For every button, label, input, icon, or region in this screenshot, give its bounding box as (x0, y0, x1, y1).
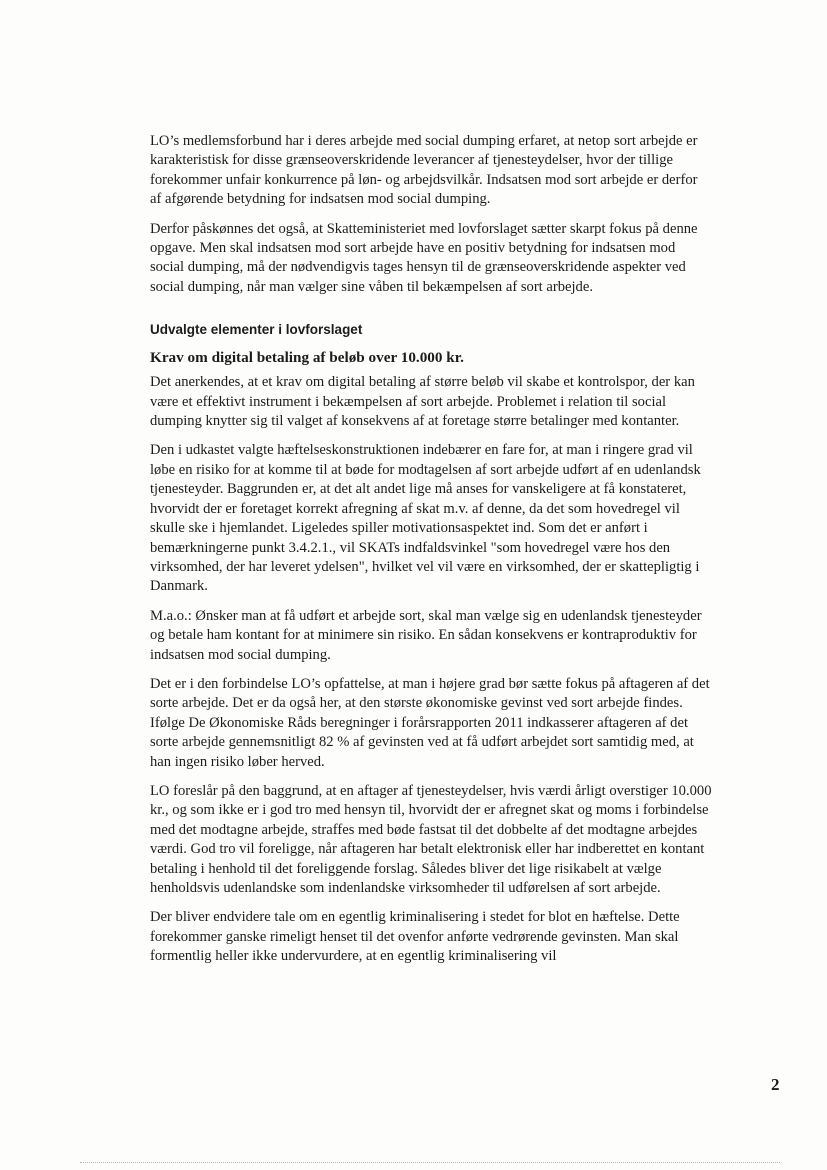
paragraph-body-3: M.a.o.: Ønsker man at få udført et arbejde sort, skal man vælge sig en udenlandsk tjenesteyder og betale ham kontant for at minimere sin risiko. En sådan konsekvens er kontraproduktiv for indsatsen mod social dumping. (150, 607, 702, 663)
paragraph-body-2: Den i udkastet valgte hæftelseskonstruktionen indebærer en fare for, at man i ringere grad vil løbe en risiko for at komme til at bøde for modtagelsen af sort arbejde udført af en udenlandsk tjenesteyder. Baggrunden er, at det alt andet lige må anses for vanskeligere at få konstateret, hvorvidt der er foretaget korrekt afregning af skat m.v. af denne, da det som hovedregel vil skulle ske i hjemlandet. Ligeledes spiller motivationsaspektet ind. Som det er anført i bemærkningerne punkt 3.4.2.1., vil SKATs indfaldsvinkel "som hovedregel være hos den virksomhed, der har leveret ydelsen", hvilket vel vil være en virksomhed, der er skattepligtig i Danmark. (150, 442, 701, 595)
paragraph-intro-2: Derfor påskønnes det også, at Skatteministeriet med lovforslaget sætter skarpt fokus på denne opgave. Men skal indsatsen mod sort arbejde have en positiv betydning for indsatsen mod social dumping, må der nødvendigvis tages hensyn til de grænseoverskridende aspekter ved social dumping, når man vælger sine våben til bekæmpelsen af sort arbejde. (150, 220, 698, 295)
paragraph-intro-1: LO’s medlemsforbund har i deres arbejde med social dumping erfaret, at netop sort arbejde er karakteristisk for disse grænseoverskridende leverancer af tjenesteydelser, hvor der tillige forekommer unfair konkurrence på løn- og arbejdsvilkår. Indsatsen mod sort arbejde er derfor af afgørende betydning for indsatsen mod social dumping. (150, 133, 698, 208)
paragraph-body-5: LO foreslår på den baggrund, at en aftager af tjenesteydelser, hvis værdi årligt overstiger 10.000 kr., og som ikke er i god tro med hensyn til, hvorvidt der er afregnet skat og moms i forbindelse med det modtagne arbejde, straffes med bøde fastsat til det dobbelte af det modtagne arbejdes værdi. God tro vil foreligge, når aftageren har betalt elektronisk eller har indberettet en kontant betaling i henhold til det foreliggende forslag. Således bliver det lige risikabelt at vælge henholdsvis udenlandske som indenlandske virksomheder til udførelsen af sort arbejde. (150, 782, 712, 896)
page-number: 2 (771, 1075, 780, 1094)
section-heading: Udvalgte elementer i lovforslaget (150, 322, 363, 338)
paragraph-body-6: Der bliver endvidere tale om en egentlig kriminalisering i stedet for blot en hæftelse. Dette forekommer ganske rimeligt henset til det ovenfor anførte vedrørende gevinsten. Man skal formentlig heller ikke undervurdere, at en egentlig kriminalisering vil (150, 909, 680, 965)
document-body (150, 132, 712, 977)
paragraph-body-4: Det er i den forbindelse LO’s opfattelse, at man i højere grad bør sætte fokus på aftageren af det sorte arbejde. Det er da også her, at den største økonomiske gevinst ved sort arbejde findes. Ifølge De Økonomiske Råds beregninger i forårsrapporten 2011 indkasserer aftageren af det sorte arbejde gennemsnitligt 82 % af gevinsten ved at få udført arbejdet sort samtidig med, at han ingen risiko løber herved. (150, 675, 710, 770)
paragraph-body-1: Det anerkendes, at et krav om digital betaling af større beløb vil skabe et kontrolspor, der kan være et effektivt instrument i bekæmpelsen af sort arbejde. Problemet i relation til social dumping knytter sig til valget af konsekvens af at foretage større betalinger med kontanter. (150, 374, 695, 430)
scan-edge-divider (80, 1162, 780, 1163)
subheading: Krav om digital betaling af beløb over 10.000 kr. (150, 349, 464, 367)
